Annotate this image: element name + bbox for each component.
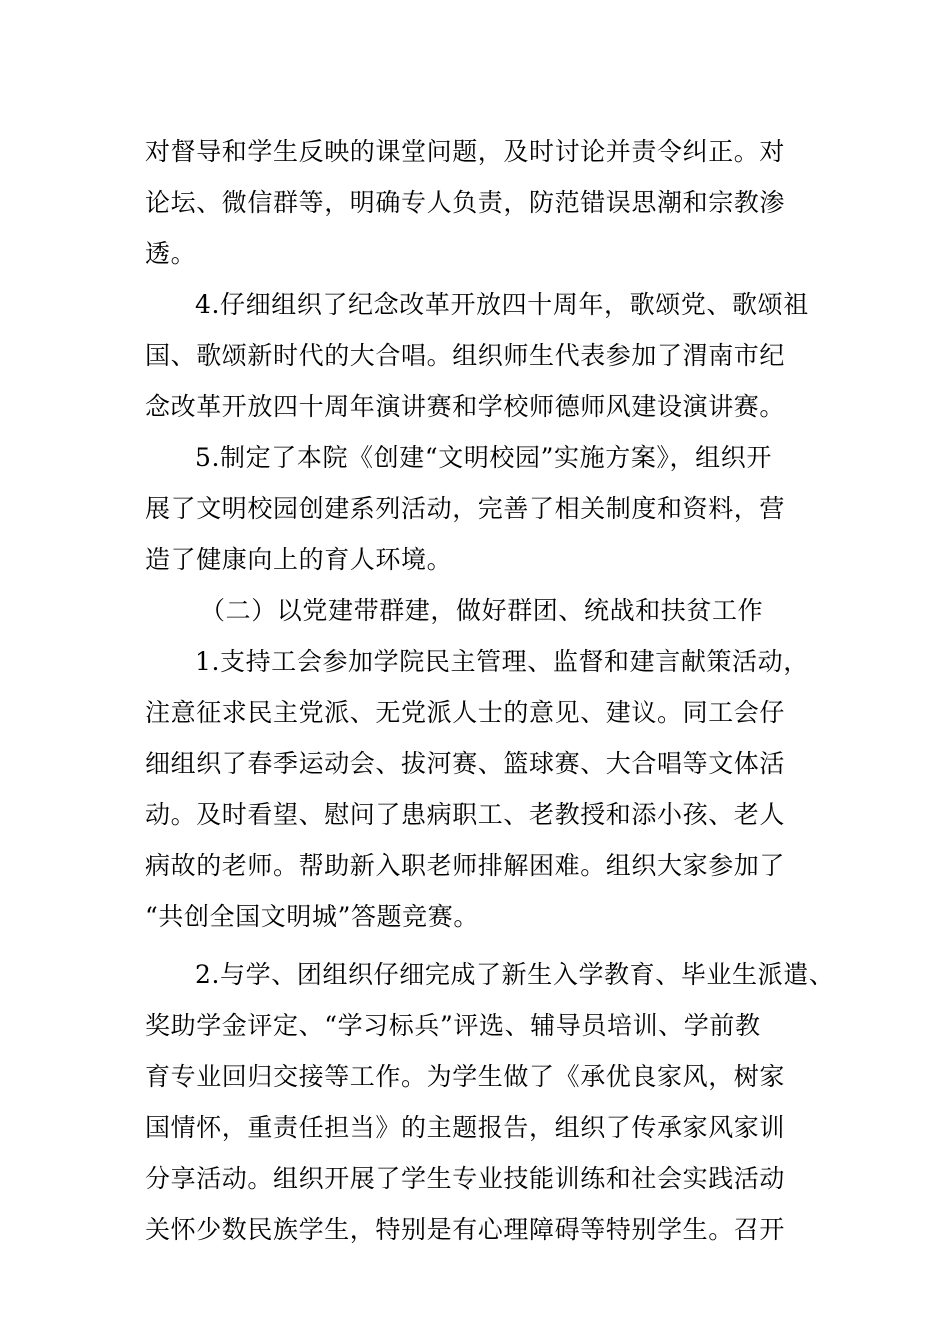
text-line: 4.仔细组织了纪念改革开放四十周年，歌颂党、歌颂祖 xyxy=(195,290,809,319)
paragraph-item-2 xyxy=(145,949,845,1255)
text-line: 念改革开放四十周年演讲赛和学校师德师风建设演讲赛。 xyxy=(145,392,786,421)
paragraph-item-1 xyxy=(145,636,845,942)
text-line: 注意征求民主党派、无党派人士的意见、建议。同工会仔 xyxy=(145,698,786,727)
text-line: 国情怀，重责任担当》的主题报告，组织了传承家风家训 xyxy=(145,1113,786,1142)
text-line: 动。及时看望、慰问了患病职工、老教授和添小孩、老人 xyxy=(145,800,786,829)
text-line: 造了健康向上的育人环境。 xyxy=(145,545,453,574)
text-line: 育专业回归交接等工作。为学生做了《承优良家风，树家 xyxy=(145,1062,786,1091)
document-body xyxy=(145,126,845,1255)
section-heading-text: （二）以党建带群建，做好群团、统战和扶贫工作 xyxy=(200,596,764,625)
text-line: 论坛、微信群等，明确专人负责，防范错误思潮和宗教渗 xyxy=(145,188,786,217)
text-line: 国、歌颂新时代的大合唱。组织师生代表参加了渭南市纪 xyxy=(145,341,786,370)
paragraph-continuation xyxy=(145,126,845,279)
text-line: 奖助学金评定、“学习标兵”评选、辅导员培训、学前教 xyxy=(145,1011,761,1040)
text-line: 细组织了春季运动会、拔河赛、篮球赛、大合唱等文体活 xyxy=(145,749,786,778)
text-line: 透。 xyxy=(145,239,197,268)
text-line: 2.与学、团组织仔细完成了新生入学教育、毕业生派遣、 xyxy=(195,960,835,989)
text-line: 对督导和学生反映的课堂问题，及时讨论并责令纠正。对 xyxy=(145,137,786,166)
paragraph-item-5 xyxy=(145,432,845,585)
text-line: “共创全国文明城”答题竞赛。 xyxy=(145,902,479,931)
text-line: 1.支持工会参加学院民主管理、监督和建言献策活动， xyxy=(195,647,809,676)
text-line: 分享活动。组织开展了学生专业技能训练和社会实践活动 xyxy=(145,1164,786,1193)
section-heading xyxy=(145,585,845,636)
text-line: 病故的老师。帮助新入职老师排解困难。组织大家参加了 xyxy=(145,851,786,880)
text-line: 关怀少数民族学生，特别是有心理障碍等特别学生。召开 xyxy=(145,1215,786,1244)
text-line: 5.制定了本院《创建“文明校园”实施方案》，组织开 xyxy=(195,443,772,472)
text-line: 展了文明校园创建系列活动，完善了相关制度和资料，营 xyxy=(145,494,786,523)
paragraph-item-4 xyxy=(145,279,845,432)
